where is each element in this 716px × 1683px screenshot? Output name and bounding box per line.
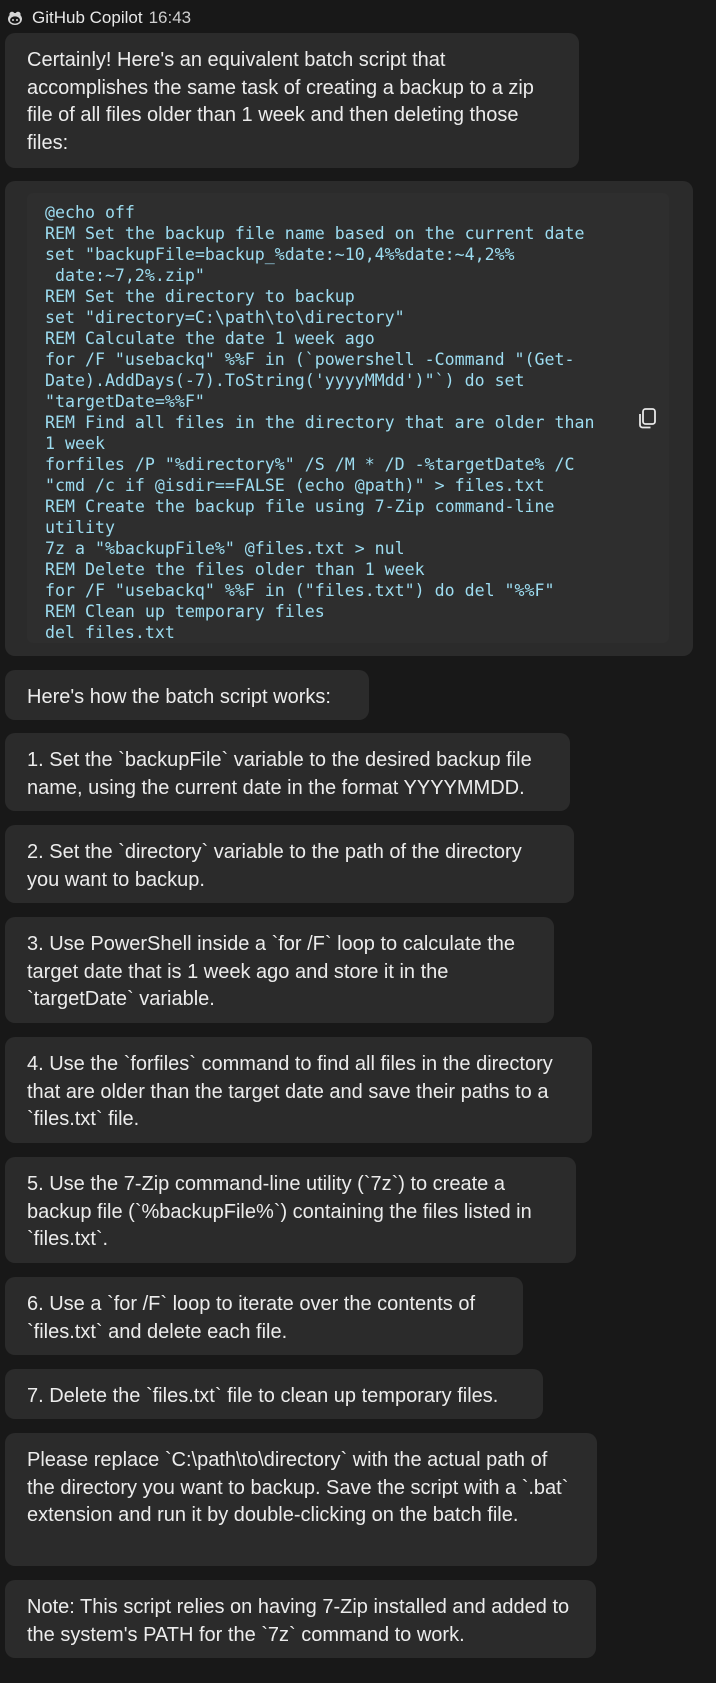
copy-icon[interactable] xyxy=(635,406,659,430)
step-message: 1. Set the `backupFile` variable to the desired backup file name, using the current date in the format YYYYMMDD. xyxy=(5,733,570,811)
chat-header xyxy=(6,7,191,29)
step-message: 5. Use the 7-Zip command-line utility (`7z`) to create a backup file (`%backupFile%`) containing the files listed in `files.txt`. xyxy=(5,1157,576,1263)
replace-note-message: Please replace `C:\path\to\directory` with the actual path of the directory you want to backup. Save the script with a `.bat` extension and run it by double-clicking on the batch file. xyxy=(5,1433,597,1566)
code-message xyxy=(5,181,693,656)
step-message: 7. Delete the `files.txt` file to clean up temporary files. xyxy=(5,1369,543,1419)
final-note-message: Note: This script relies on having 7-Zip installed and added to the system's PATH for the `7z` command to work. xyxy=(5,1580,596,1658)
step-message: 3. Use PowerShell inside a `for /F` loop to calculate the target date that is 1 week ago and store it in the `targetDate` variable. xyxy=(5,917,554,1023)
step-message: 6. Use a `for /F` loop to iterate over the contents of `files.txt` and delete each file. xyxy=(5,1277,523,1355)
code-text: @echo off REM Set the backup file name based on the current date set "backupFile=backup_%date:~10,4%%date:~4,2%% date:~7,2%.zip" REM Set the directory to backup set "directory=C:\path\to\directory" REM Calculate the date 1 week ago for /F "usebackq" %%F in (`powershell -Command "(Get- Date).AddDays(-7).ToString('yyyyMMdd')"`) do set "targetDate=%%F" REM Find all files in the directory that are older than 1 week forfiles /P "%directory%" /S /M * /D -%targetDate% /C "cmd /c if @isdir==FALSE (echo @path)" > files.txt REM Create the backup file using 7-Zip command-line utility 7z a "%backupFile%" @files.txt > nul REM Delete the files older than 1 week for /F "usebackq" %%F in ("files.txt") do del "%%F" REM Clean up temporary files del files.txt xyxy=(45,203,595,642)
sender-name: GitHub Copilot xyxy=(32,8,143,27)
how-title-message: Here's how the batch script works: xyxy=(5,670,369,720)
step-message: 4. Use the `forfiles` command to find all files in the directory that are older than the target date and save their paths to a `files.txt` file. xyxy=(5,1037,592,1143)
message-time: 16:43 xyxy=(148,8,192,27)
code-block[interactable] xyxy=(27,193,669,643)
copilot-bot-icon xyxy=(6,9,24,27)
step-message: 2. Set the `directory` variable to the path of the directory you want to backup. xyxy=(5,825,574,903)
intro-message: Certainly! Here's an equivalent batch script that accomplishes the same task of creating a backup to a zip file of all files older than 1 week and then deleting those files: xyxy=(5,33,579,168)
